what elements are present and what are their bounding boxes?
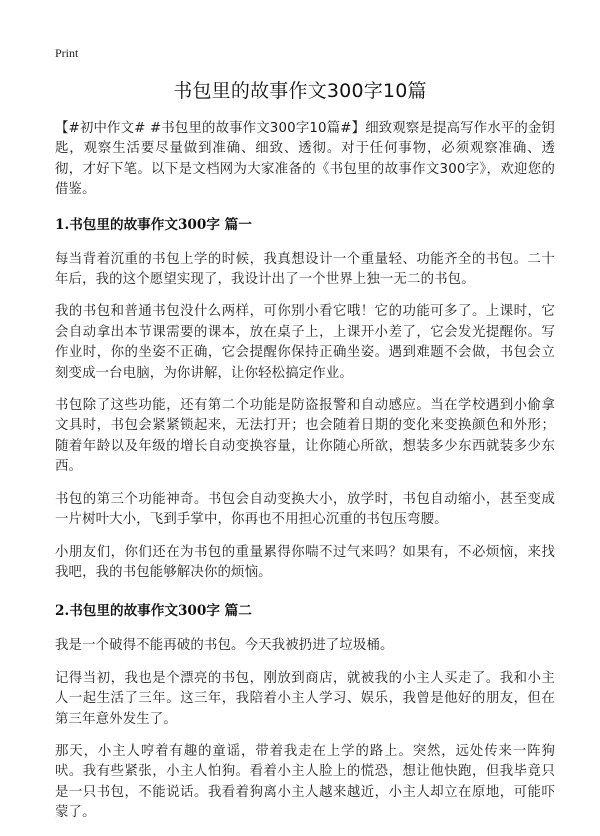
intro-paragraph: 【#初中作文# #书包里的故事作文300字10篇#】细致观察是提高写作水平的金钥匙，观察生活要尽量做到准确、细致、透彻。对于任何事物，必须观察准确、透彻，才好下笔。以下是文档网为大家准备的《书包里的故事作文300字》，欢迎您的借鉴。 bbox=[55, 121, 555, 198]
document-title: 书包里的故事作文300字10篇 bbox=[173, 80, 427, 102]
section-1 bbox=[55, 215, 555, 584]
paragraph: 书包的第三个功能神奇。书包会自动变换大小，放学时，书包自动缩小，甚至变成一片树叶大小，飞到手掌中，你再也不用担心沉重的书包压弯腰。 bbox=[55, 491, 555, 528]
document-body bbox=[55, 119, 555, 836]
section-heading: 2.书包里的故事作文300字 篇二 bbox=[55, 603, 252, 620]
paragraph: 书包除了这些功能，还有第二个功能是防盗报警和自动感应。当在学校遇到小偷拿文具时，书包会紧紧锁起来，无法打开；也会随着日期的变化来变换颜色和外形；随着年龄以及年级的增长自动变换容量，让你随心所欲，想装多少东西就装多少东西。 bbox=[55, 398, 555, 475]
paragraph: 那天，小主人哼着有趣的童谣，带着我走在上学的路上。突然，远处传来一阵狗吠。我有些紧张，小主人怕狗。看着小主人脸上的慌恐，想让他快跑，但我毕竟只是一只书包，不能说话。我看着狗离小主人越来越近，小主人却立在原地，可能吓蒙了。 bbox=[55, 743, 555, 821]
section-2 bbox=[55, 601, 555, 823]
paragraph: 每当背着沉重的书包上学的时候，我真想设计一个重量轻、功能齐全的书包。二十年后，我的这个愿望实现了，我设计出了一个世界上独一无二的书包。 bbox=[55, 251, 555, 288]
print-link[interactable]: Print bbox=[55, 46, 79, 60]
paragraph: 我是一个破得不能再破的书包。今天我被扔进了垃圾桶。 bbox=[55, 638, 394, 654]
paragraph: 小朋友们，你们还在为书包的重量累得你喘不过气来吗？如果有，不必烦恼，来找我吧，我的书包能够解决你的烦恼。 bbox=[55, 544, 555, 580]
paragraph: 我的书包和普通书包没什么两样，可你别小看它哦！它的功能可多了。上课时，它会自动拿出本节课需要的课本，放在桌子上，上课开小差了，它会发光提醒你。写作业时，你的坐姿不正确，它会提醒你保持正确坐姿。遇到难题不会做，书包会立刻变成一台电脑，为你讲解，让你轻松搞定作业。 bbox=[55, 304, 555, 381]
paragraph: 记得当初，我也是个漂亮的书包，刚放到商店，就被我的小主人买走了。我和小主人一起生活了三年。这三年，我陪着小主人学习、娱乐，我曾是他好的朋友，但在第三年意外发生了。 bbox=[55, 670, 555, 727]
section-heading: 1.书包里的故事作文300字 篇一 bbox=[55, 216, 252, 233]
